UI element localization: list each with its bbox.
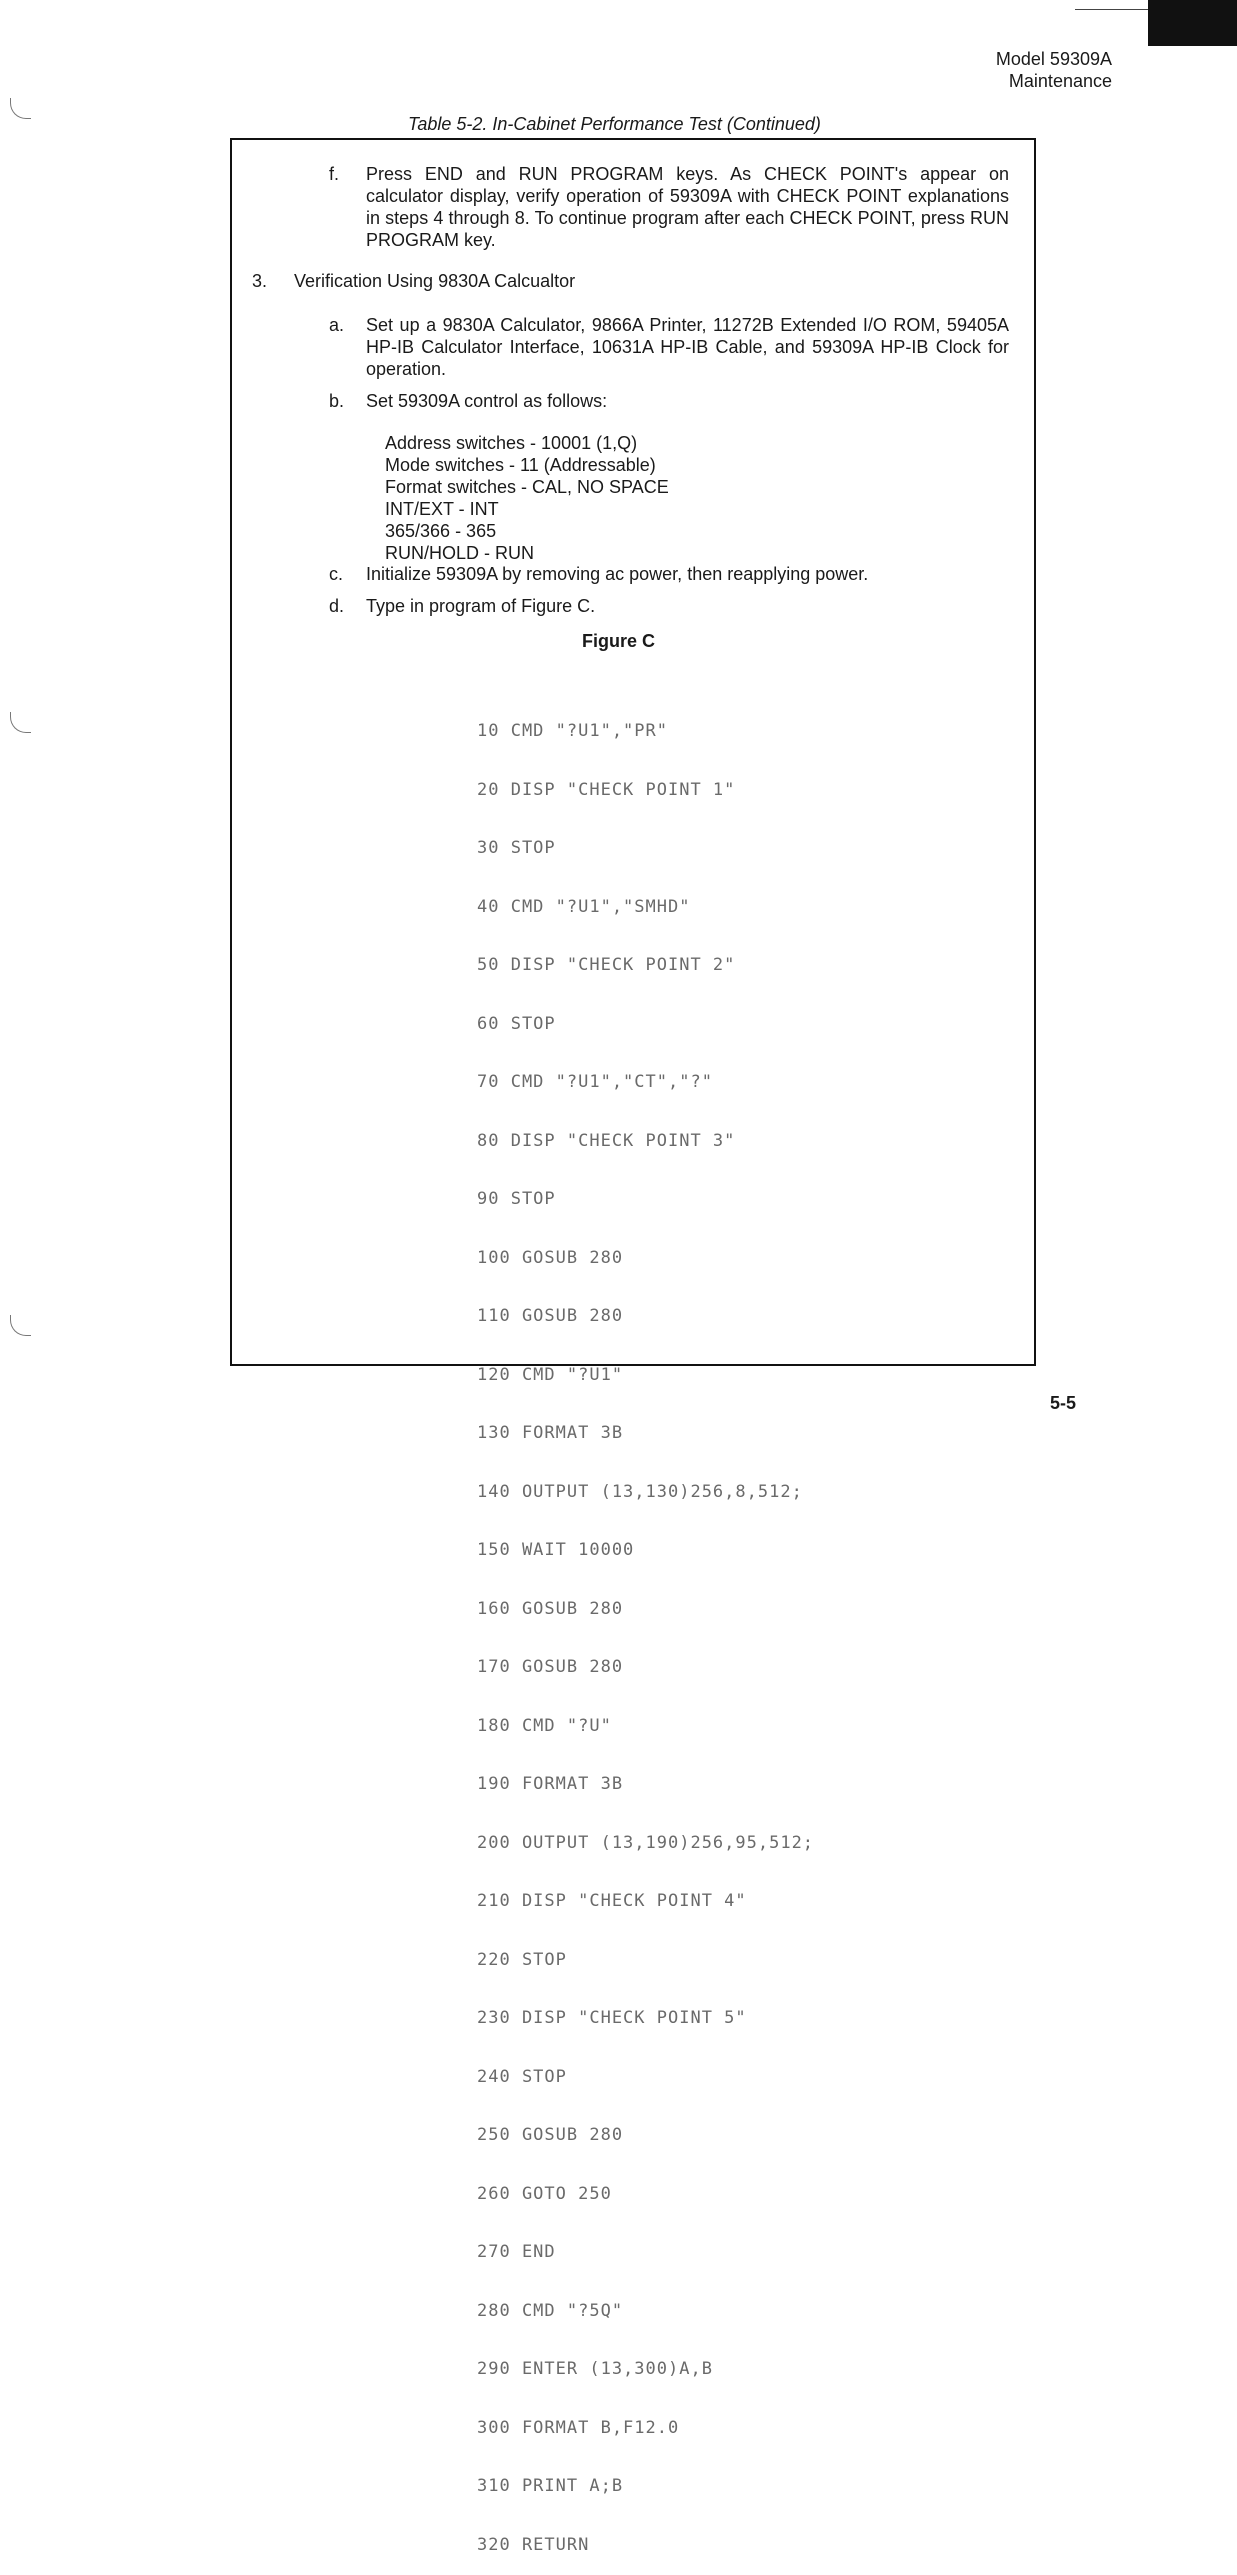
step-marker: d.	[329, 596, 345, 616]
code-line: 220 STOP	[477, 1949, 567, 1970]
code-line: 160 GOSUB 280	[477, 1598, 624, 1619]
code-line: 260 GOTO 250	[477, 2183, 612, 2204]
code-line: 190 FORMAT 3B	[477, 1774, 624, 1794]
code-line: 60 STOP	[477, 1013, 556, 1034]
code-line: 230 DISP "CHECK POINT 5"	[477, 2008, 747, 2028]
corner-rule	[1075, 9, 1148, 10]
step-marker: a.	[329, 315, 345, 335]
code-line: 140 OUTPUT (13,130)256,8,512;	[477, 1481, 803, 1502]
step-text: Initialize 59309A by removing ac power, then reapplying power.	[366, 564, 869, 584]
step-c	[329, 563, 1009, 585]
code-line: 70 CMD "?U1","CT","?"	[477, 1072, 713, 1092]
code-line: 120 CMD "?U1"	[477, 1364, 624, 1385]
code-line: 320 RETURN	[477, 2534, 590, 2555]
figure-title: Figure C	[581, 631, 655, 651]
section-label: Maintenance	[1008, 71, 1112, 91]
corner-tab	[1148, 0, 1237, 46]
step-marker: f.	[329, 164, 340, 184]
section-heading	[252, 271, 575, 292]
section-title: Verification Using 9830A Calcualtor	[294, 271, 576, 291]
step-a	[329, 314, 1009, 380]
page-number: 5-5	[1050, 1393, 1077, 1413]
setting-line: Format switches - CAL, NO SPACE	[385, 477, 669, 497]
setting-line: 365/366 - 365	[385, 521, 497, 541]
code-line: 280 CMD "?5Q"	[477, 2300, 624, 2321]
code-line: 300 FORMAT B,F12.0	[477, 2417, 680, 2438]
code-line: 110 GOSUB 280	[477, 1306, 624, 1326]
code-line: 10 CMD "?U1","PR"	[477, 721, 668, 741]
code-line: 210 DISP "CHECK POINT 4"	[477, 1891, 747, 1911]
step-b	[329, 390, 1009, 412]
step-marker: c.	[329, 564, 344, 584]
code-line: 150 WAIT 10000	[477, 1540, 635, 1560]
scan-margin-mark	[10, 98, 31, 119]
code-line: 270 END	[477, 2242, 556, 2262]
step-text: Set 59309A control as follows:	[366, 391, 608, 411]
setting-line: Mode switches - 11 (Addressable)	[385, 455, 656, 475]
setting-line: Address switches - 10001 (1,Q)	[385, 433, 638, 453]
code-line: 200 OUTPUT (13,190)256,95,512;	[477, 1832, 815, 1853]
step-text: Press END and RUN PROGRAM keys. As CHECK POINT's appear on calculator display, verify operation of 59309A with CHECK POINT explanations in steps 4 through 8. To continue program after each CHECK POINT, press RUN PROGRAM key.	[366, 164, 1009, 250]
code-line: 50 DISP "CHECK POINT 2"	[477, 955, 736, 975]
scan-margin-mark	[10, 1315, 31, 1336]
program-listing	[477, 683, 814, 2575]
code-line: 250 GOSUB 280	[477, 2125, 624, 2145]
setting-line: RUN/HOLD - RUN	[385, 543, 535, 563]
code-line: 20 DISP "CHECK POINT 1"	[477, 779, 736, 800]
model-label: Model 59309A	[995, 49, 1112, 69]
code-line: 100 GOSUB 280	[477, 1247, 624, 1268]
code-line: 80 DISP "CHECK POINT 3"	[477, 1130, 736, 1151]
step-f	[329, 163, 1009, 251]
section-number: 3.	[252, 271, 268, 291]
code-line: 40 CMD "?U1","SMHD"	[477, 896, 691, 917]
step-d	[329, 595, 1009, 617]
code-line: 310 PRINT A;B	[477, 2476, 624, 2496]
page-header	[996, 48, 1112, 92]
setting-line: INT/EXT - INT	[385, 499, 499, 519]
code-line: 30 STOP	[477, 838, 556, 858]
table-caption: Table 5-2. In-Cabinet Performance Test (Continued)	[408, 114, 821, 134]
code-line: 180 CMD "?U"	[477, 1715, 612, 1736]
step-text: Set up a 9830A Calculator, 9866A Printer, 11272B Extended I/O ROM, 59405A HP-IB Calculator Interface, 10631A HP-IB Cable, and 59309A HP-IB Clock for operation.	[366, 315, 1009, 379]
code-line: 290 ENTER (13,300)A,B	[477, 2359, 713, 2379]
scan-margin-mark	[10, 712, 31, 733]
code-line: 240 STOP	[477, 2066, 567, 2087]
control-settings-list	[385, 432, 669, 564]
code-line: 170 GOSUB 280	[477, 1657, 624, 1677]
code-line: 130 FORMAT 3B	[477, 1423, 624, 1443]
step-text: Type in program of Figure C.	[366, 596, 596, 616]
step-marker: b.	[329, 391, 345, 411]
code-line: 90 STOP	[477, 1189, 556, 1209]
